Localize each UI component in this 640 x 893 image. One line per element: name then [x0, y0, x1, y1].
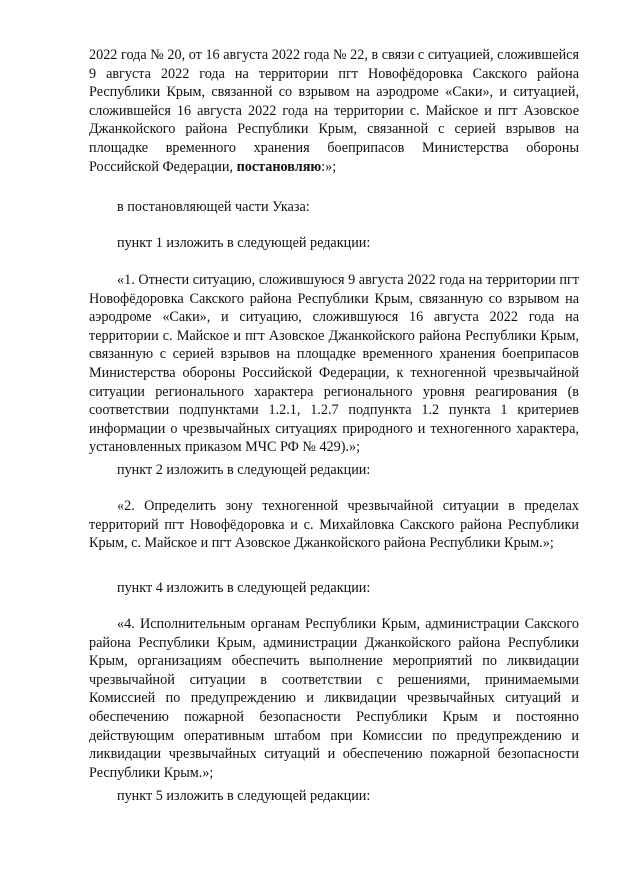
point-2-text: «2. Определить зону техногенной чрезвычайной ситуации в пределах территорий пгт Новофёдоровка и с. Михайловка Сакского района Республики Крым, с. Майское и пгт Азовское Джанкойского района Республики Крым.»;: [89, 498, 579, 552]
paragraph-continuation: [89, 46, 579, 176]
point-4-text: «4. Исполнительным органам Республики Крым, администрации Сакского района Республики Крым, администрации Джанкойского района Республики Крым, организациям обеспечить выполнение мероприятий по ликвидации чрезвычайной ситуации в соответствии с решениями, принимаемыми Комиссией по предупреждению и ликвидации чрезвычайных ситуаций и обеспечению пожарной безопасности Республики Крым и постоянно действующим оперативным штабом при Комиссии по предупреждению и ликвидации чрезвычайных ситуаций и обеспечению пожарной безопасности Республики Крым.»;: [89, 616, 579, 781]
point-2-intro: пункт 2 изложить в следующей редакции:: [117, 462, 371, 478]
point-1-text: «1. Отнести ситуацию, сложившуюся 9 августа 2022 года на территории пгт Новофёдоровка Сакского района Республики Крым, связанную со взрывом на аэродроме «Саки», и ситуацию, сложившуюся 16 августа 2022 года на территории с. Майское и пгт Азовское Джанкойского района Республики Крым, связанную с серией взрывов на площадке временного хранения боеприпасов Министерства обороны Российской Федерации, к техногенной чрезвычайной ситуации регионального характера регионального уровня реагирования (в соответствии подпунктами 1.2.1, 1.2.7 подпункта 1.2 пункта 1 критериев информации о чрезвычайных ситуациях природного и техногенного характера, установленных приказом МЧС РФ № 429).»;: [89, 272, 579, 456]
paragraph-continuation-tail: :»;: [321, 158, 337, 175]
point-4-intro: пункт 4 изложить в следующей редакции:: [117, 580, 371, 596]
preamble-line: в постановляющей части Указа:: [117, 199, 310, 215]
point-5-intro: пункт 5 изложить в следующей редакции:: [117, 788, 371, 804]
point-1-intro: пункт 1 изложить в следующей редакции:: [117, 235, 371, 251]
bold-keyword: постановляю: [236, 158, 322, 175]
paragraph-continuation-text: 2022 года № 20, от 16 августа 2022 года № 22, в связи с ситуацией, сложившейся 9 августа 2022 года на территории пгт Новофёдоровка Сакского района Республики Крым, связанной со взрывом на аэродроме «Саки», и ситуацией, сложившейся 16 августа 2022 года на территории с. Майское и пгт Азовское Джанкойского района Республики Крым, связанной с серией взрывов на площадке временного хранения боеприпасов Министерства обороны Российской Федерации,: [89, 47, 579, 175]
